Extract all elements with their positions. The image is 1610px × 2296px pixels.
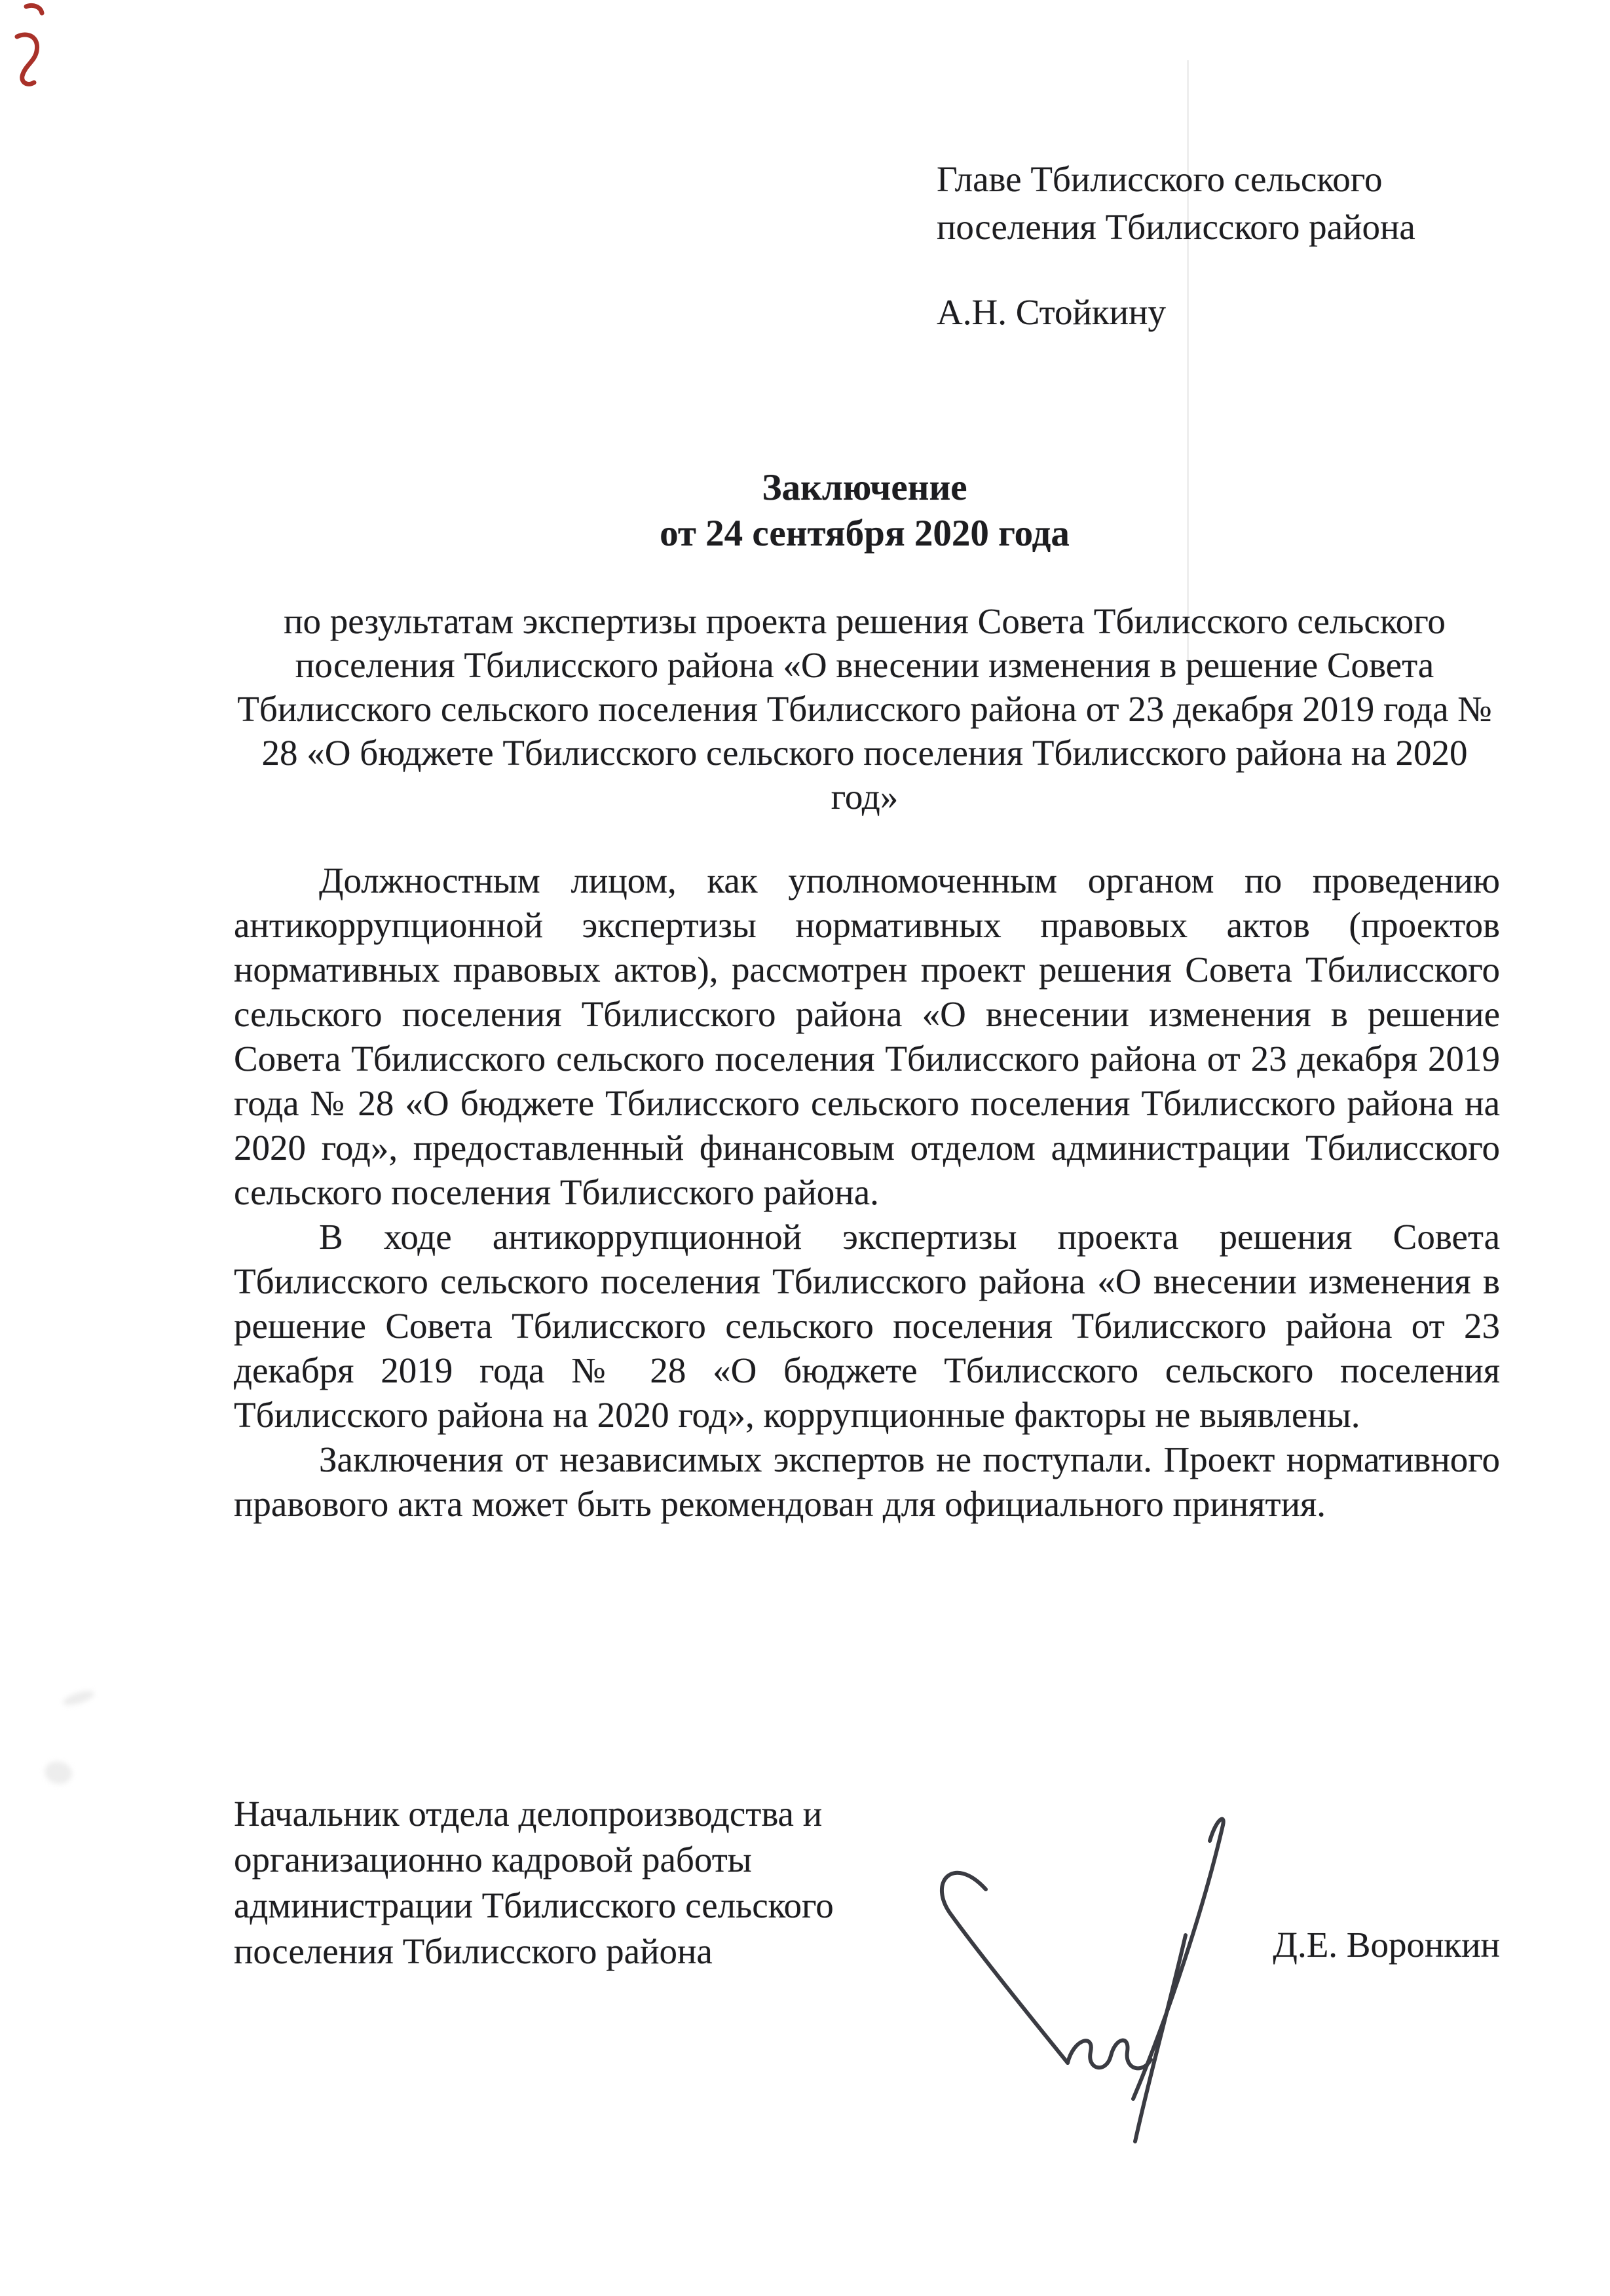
paragraph-1: Должностным лицом, как уполномоченным органом по проведению антикоррупционной экспертизы нормативных правовых актов (проектов нормативных правовых актов), рассмотрен проект решения Совета Тбилисского сельского поселения Тбилисского района «О внесении изменения в решение Совета Тбилисского сельского поселения Тбилисского района от 23 декабря 2019 года № 28 «О бюджете Тбилисского сельского поселения Тбилисского района на 2020 год», предоставленный финансовым отделом администрации Тбилисского сельского поселения Тбилисского района. xyxy=(234,861,1500,1212)
document-title-line-2: от 24 сентября 2020 года xyxy=(660,513,1070,554)
recipient-block xyxy=(937,155,1415,336)
scan-streak-artifact xyxy=(1187,60,1189,682)
signatory-title-line-2: организационно кадровой работы xyxy=(234,1840,752,1879)
scan-smudge-artifact xyxy=(62,1688,96,1709)
document-subtitle: по результатам экспертизы проекта решения Совета Тбилисского сельского поселения Тбилисского района «О внесении изменения в решение Совета Тбилисского сельского поселения Тбилисского района от 23 декабря 2019 года № 28 «О бюджете Тбилисского сельского поселения Тбилисского района на 2020 год» xyxy=(237,601,1492,817)
signatory-title-block xyxy=(234,1791,834,1974)
recipient-line-1: Главе Тбилисского сельского xyxy=(937,159,1383,199)
body-text xyxy=(234,859,1500,1527)
red-pen-mark-icon xyxy=(8,3,54,101)
signatory-title-line-4: поселения Тбилисского района xyxy=(234,1931,713,1971)
signatory-title-line-1: Начальник отдела делопроизводства и xyxy=(234,1794,823,1834)
handwritten-signature-icon xyxy=(914,1785,1300,2145)
scan-smudge-artifact xyxy=(43,1759,74,1787)
signatory-title-line-3: администрации Тбилисского сельского xyxy=(234,1885,834,1925)
paragraph-3: Заключения от независимых экспертов не поступали. Проект нормативного правового акта может быть рекомендован для официального принятия. xyxy=(234,1439,1500,1524)
document-title-line-1: Заключение xyxy=(762,467,967,508)
recipient-name: А.Н. Стойкину xyxy=(937,292,1166,332)
signatory-name: Д.Е. Воронкин xyxy=(1273,1925,1500,1965)
paragraph-2: В ходе антикоррупционной экспертизы проекта решения Совета Тбилисского сельского поселения Тбилисского района «О внесении изменения в решение Совета Тбилисского сельского поселения Тбилисского района от 23 декабря 2019 года № 28 «О бюджете Тбилисского сельского поселения Тбилисского района на 2020 год», коррупционные факторы не выявлены. xyxy=(234,1217,1500,1435)
document-title xyxy=(229,465,1500,557)
recipient-line-2: поселения Тбилисского района xyxy=(937,207,1415,247)
